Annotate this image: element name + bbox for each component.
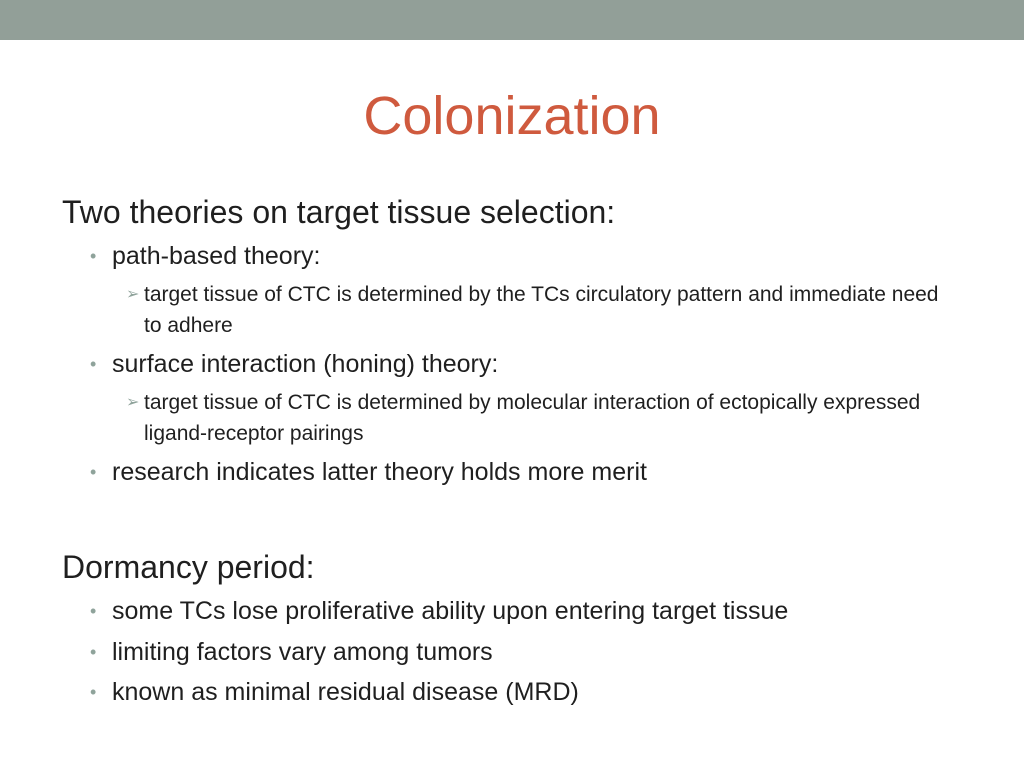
sub-list-item-text: target tissue of CTC is determined by the TCs circulatory pattern and immediate need to adhere: [144, 283, 939, 337]
list-item-text: some TCs lose proliferative ability upon entering target tissue: [112, 597, 789, 625]
bullet-dot-icon: •: [90, 601, 97, 621]
arrow-bullet-icon: ➢: [126, 394, 140, 411]
list-item: [90, 241, 320, 271]
section-heading-theories: Two theories on target tissue selection:: [62, 194, 616, 230]
bullet-dot-icon: •: [90, 462, 97, 482]
sub-list-item: [126, 279, 946, 341]
list-item-text: limiting factors vary among tumors: [112, 638, 493, 666]
section-heading-dormancy: Dormancy period:: [62, 549, 315, 585]
list-item-text: surface interaction (honing) theory:: [112, 350, 499, 378]
list-item: [90, 349, 498, 379]
list-item-text: research indicates latter theory holds more merit: [112, 458, 647, 486]
arrow-bullet-icon: ➢: [126, 286, 140, 303]
bullet-dot-icon: •: [90, 246, 97, 266]
list-item-text: known as minimal residual disease (MRD): [112, 678, 579, 706]
slide-title: Colonization: [363, 86, 661, 146]
top-accent-bar: [0, 0, 1024, 40]
list-item: [90, 677, 579, 707]
bullet-dot-icon: •: [90, 642, 97, 662]
sub-list-item: [126, 387, 946, 449]
list-item: [90, 596, 788, 626]
sub-list-item-text: target tissue of CTC is determined by molecular interaction of ectopically expressed ligand-receptor pairings: [144, 391, 921, 445]
list-item-text: path-based theory:: [112, 242, 321, 270]
bullet-dot-icon: •: [90, 682, 97, 702]
list-item: [90, 457, 647, 487]
list-item: [90, 637, 493, 667]
bullet-dot-icon: •: [90, 354, 97, 374]
